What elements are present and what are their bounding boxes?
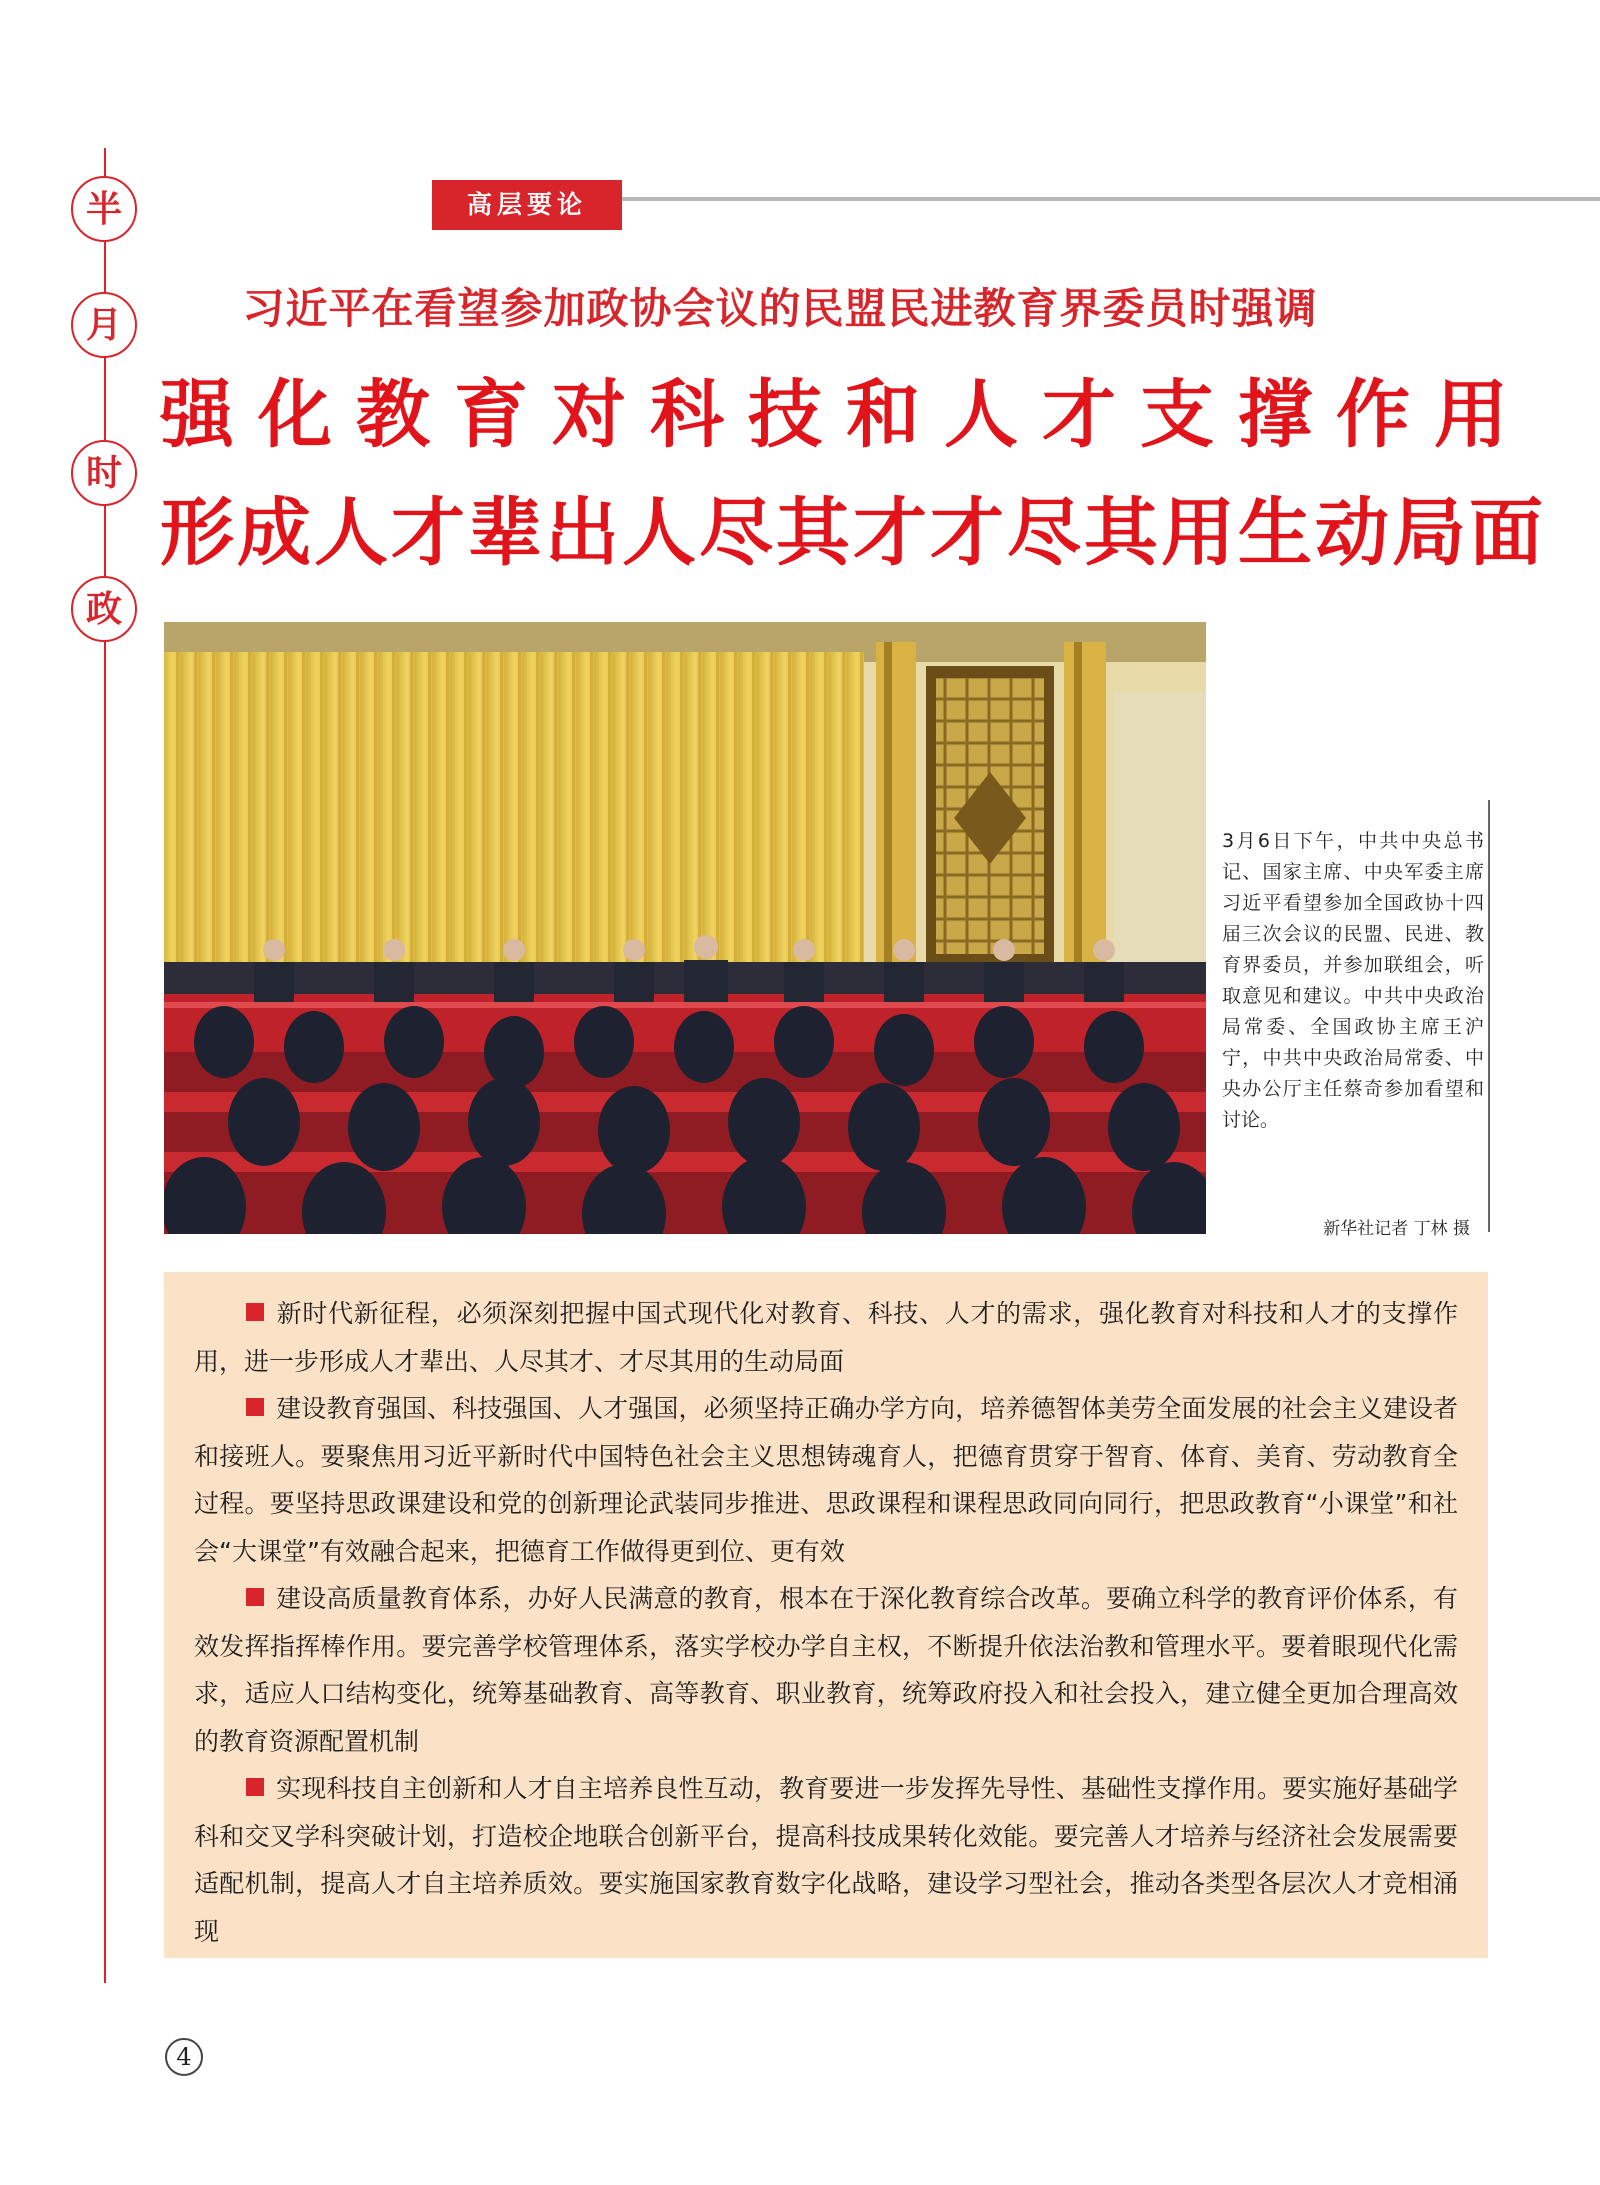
summary-paragraph bbox=[194, 1765, 1458, 1955]
photo-credit: 新华社记者 丁林 摄 bbox=[1323, 1219, 1470, 1239]
summary-paragraph bbox=[194, 1575, 1458, 1765]
summary-box bbox=[164, 1272, 1488, 1958]
square-bullet-icon bbox=[246, 1303, 264, 1321]
headline-line-2: 形成人才辈出人尽其才才尽其用生动局面 bbox=[160, 490, 1546, 576]
brand-char-1: 半 bbox=[71, 176, 137, 242]
summary-text: 新时代新征程，必须深刻把握中国式现代化对教育、科技、人才的需求，强化教育对科技和人才的支撑作用，进一步形成人才辈出、人尽其才、才尽其用的生动局面 bbox=[194, 1299, 1458, 1376]
page-number: 4 bbox=[165, 2038, 203, 2076]
section-tag: 高层要论 bbox=[432, 180, 622, 230]
article-kicker: 习近平在看望参加政协会议的民盟民进教育界委员时强调 bbox=[242, 284, 1318, 333]
meeting-photo bbox=[164, 622, 1206, 1234]
section-rule bbox=[622, 197, 1600, 201]
square-bullet-icon bbox=[246, 1778, 264, 1796]
summary-paragraph bbox=[194, 1385, 1458, 1575]
brand-char-2: 月 bbox=[71, 292, 137, 358]
headline-line-1: 强化教育对科技和人才支撑作用 bbox=[160, 372, 1532, 458]
summary-text: 建设教育强国、科技强国、人才强国，必须坚持正确办学方向，培养德智体美劳全面发展的社会主义建设者和接班人。要聚焦用习近平新时代中国特色社会主义思想铸魂育人，把德育贯穿于智育、体育、美育、劳动教育全过程。要坚持思政课建设和党的创新理论武装同步推进、思政课程和课程思政同向同行，把思政教育“小课堂”和社会“大课堂”有效融合起来，把德育工作做得更到位、更有效 bbox=[194, 1394, 1458, 1566]
brand-char-4: 政 bbox=[71, 576, 137, 642]
brand-vertical-line bbox=[104, 148, 106, 1983]
summary-paragraph bbox=[194, 1290, 1458, 1385]
square-bullet-icon bbox=[246, 1588, 264, 1606]
brand-char-3: 时 bbox=[71, 440, 137, 506]
summary-text: 实现科技自主创新和人才自主培养良性互动，教育要进一步发挥先导性、基础性支撑作用。要实施好基础学科和交叉学科突破计划，打造校企地联合创新平台，提高科技成果转化效能。要完善人才培养与经济社会发展需要适配机制，提高人才自主培养质效。要实施国家教育数字化战略，建设学习型社会，推动各类型各层次人才竞相涌现 bbox=[194, 1774, 1458, 1946]
caption-rule bbox=[1488, 800, 1490, 1232]
square-bullet-icon bbox=[246, 1398, 264, 1416]
summary-text: 建设高质量教育体系，办好人民满意的教育，根本在于深化教育综合改革。要确立科学的教育评价体系，有效发挥指挥棒作用。要完善学校管理体系，落实学校办学自主权，不断提升依法治教和管理水平。要着眼现代化需求，适应人口结构变化，统筹基础教育、高等教育、职业教育，统筹政府投入和社会投入，建立健全更加合理高效的教育资源配置机制 bbox=[194, 1584, 1458, 1756]
photo-caption: 3月6日下午，中共中央总书记、国家主席、中央军委主席习近平看望参加全国政协十四届三次会议的民盟、民进、教育界委员，并参加联组会，听取意见和建议。中共中央政治局常委、全国政协主席王沪宁，中共中央政治局常委、中央办公厅主任蔡奇参加看望和讨论。 bbox=[1222, 830, 1484, 1131]
